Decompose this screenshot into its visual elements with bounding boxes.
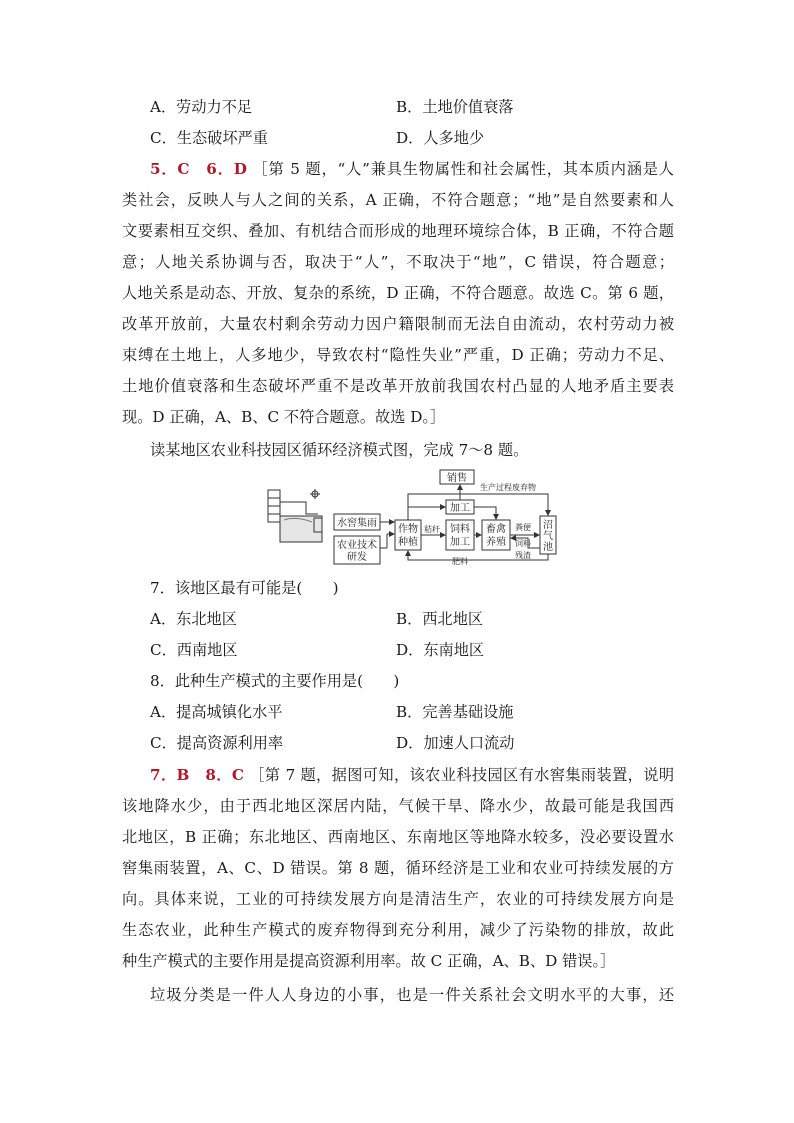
agri-tech-label-2: 研发 [347, 552, 367, 563]
q4-option-d: D．人多地少 [396, 129, 485, 147]
waste-label: 生产过程废弃物 [480, 483, 536, 492]
manure-label: 粪便 [515, 523, 531, 532]
q8-option-a: A．提高城镇化水平 [150, 703, 283, 721]
answer-5-6-label: 5．C 6．D [150, 160, 247, 178]
q4-option-c: C．生态破坏严重 [150, 129, 268, 147]
biogas-label-2: 气 [543, 531, 553, 542]
answer-7-8-line-6: 生态农业，此种生产模式的废弃物得到充分利用，减少了污染物的排放，故此 [122, 921, 674, 939]
answer-5-6-line-5: 人地关系是动态、开放、复杂的系统，D 正确，不符合题意。故选 C。第 6 题， [122, 284, 674, 302]
answer-7-8-line-5: 向。具体来说，工业的可持续发展方向是清洁生产，农业的可持续发展方向是 [122, 890, 674, 908]
crop-label-1: 作物 [398, 524, 418, 535]
answer-7-8-label: 7．B 8．C [150, 766, 244, 784]
straw-label: 秸秆 [424, 525, 440, 534]
q4-option-a: A．劳动力不足 [150, 98, 253, 116]
livestock-label-1: 畜禽 [486, 524, 506, 535]
residue-label: 残渣 [515, 551, 531, 560]
sales-label: 销售 [447, 473, 467, 484]
livestock-label-2: 养殖 [486, 537, 506, 548]
fertilizer-label: 肥料 [452, 557, 468, 566]
answer-5-6-line-1 [150, 159, 674, 179]
q8-option-b: B．完善基础设施 [396, 703, 514, 721]
q8-option-c: C．提高资源利用率 [150, 734, 284, 752]
feed2-label: 饲料 [515, 539, 531, 548]
circular-economy-diagram [266, 468, 558, 570]
water-collection-label: 水窖集雨 [337, 518, 377, 529]
answer-7-8-line-2: 该地降水少，由于西北地区深居内陆，气候干旱、降水少，故最可能是我国西 [122, 797, 674, 815]
q7-stem: 7．该地区最有可能是( ) [150, 579, 339, 597]
house-reservoir-illustration [268, 489, 322, 542]
answer-7-8-text: ［第 7 题，据图可知，该农业科技园区有水窖集雨装置，说明 [249, 766, 675, 784]
q4-option-b: B．土地价值衰落 [396, 98, 514, 116]
answer-5-6-text: ［第 5 题，“人”兼具生物属性和社会属性，其本质内涵是人 [252, 160, 674, 178]
answer-5-6-line-7: 束缚在土地上，人多地少，导致农村“隐性失业”严重，D 正确；劳动力不足、 [122, 346, 674, 364]
q7-option-a: A．东北地区 [150, 610, 237, 628]
answer-7-8-line-3: 北地区，B 正确；东北地区、西南地区、东南地区等地降水较多，没必要设置水 [122, 828, 674, 846]
q8-option-d: D．加速人口流动 [396, 734, 515, 752]
feed-label-1: 饲料 [450, 524, 470, 535]
q8-stem: 8．此种生产模式的主要作用是( ) [150, 672, 400, 690]
processing-label: 加工 [450, 503, 470, 514]
answer-7-8-line-7: 种生产模式的主要作用是提高资源利用率。故 C 正确，A、B、D 错误。］ [122, 952, 616, 970]
crop-label-2: 种植 [398, 537, 418, 548]
answer-5-6-line-4: 意；人地关系协调与否，取决于“人”，不取决于“地”，C 错误，符合题意； [122, 253, 674, 271]
answer-7-8-line-1 [150, 765, 674, 785]
answer-5-6-line-9: 现。D 正确，A、B、C 不符合题意。故选 D。］ [122, 408, 446, 426]
intro-7-8: 读某地区农业科技园区循环经济模式图，完成 7～8 题。 [150, 441, 529, 459]
answer-5-6-line-2: 类社会，反映人与人之间的关系，A 正确，不符合题意；“地”是自然要素和人 [122, 191, 674, 209]
biogas-label-3: 池 [543, 542, 553, 553]
agri-tech-label-1: 农业技术 [337, 540, 377, 551]
biogas-label-1: 沼 [543, 520, 553, 531]
next-paragraph: 垃圾分类是一件人人身边的小事，也是一件关系社会文明水平的大事，还 [150, 986, 674, 1004]
answer-5-6-line-6: 改革开放前，大量农村剩余劳动力因户籍限制而无法自由流动，农村劳动力被 [122, 315, 674, 333]
q7-option-b: B．西北地区 [396, 610, 484, 628]
q7-option-d: D．东南地区 [396, 641, 485, 659]
feed-label-2: 加工 [450, 537, 470, 548]
q7-option-c: C．西南地区 [150, 641, 238, 659]
answer-5-6-line-3: 文要素相互交织、叠加、有机结合而形成的地理环境综合体，B 正确，不符合题 [122, 222, 674, 240]
answer-7-8-line-4: 窖集雨装置，A、C、D 错误。第 8 题，循环经济是工业和农业可持续发展的方 [122, 859, 674, 877]
answer-5-6-line-8: 土地价值衰落和生态破坏严重不是改革开放前我国农村凸显的人地矛盾主要表 [122, 377, 674, 395]
